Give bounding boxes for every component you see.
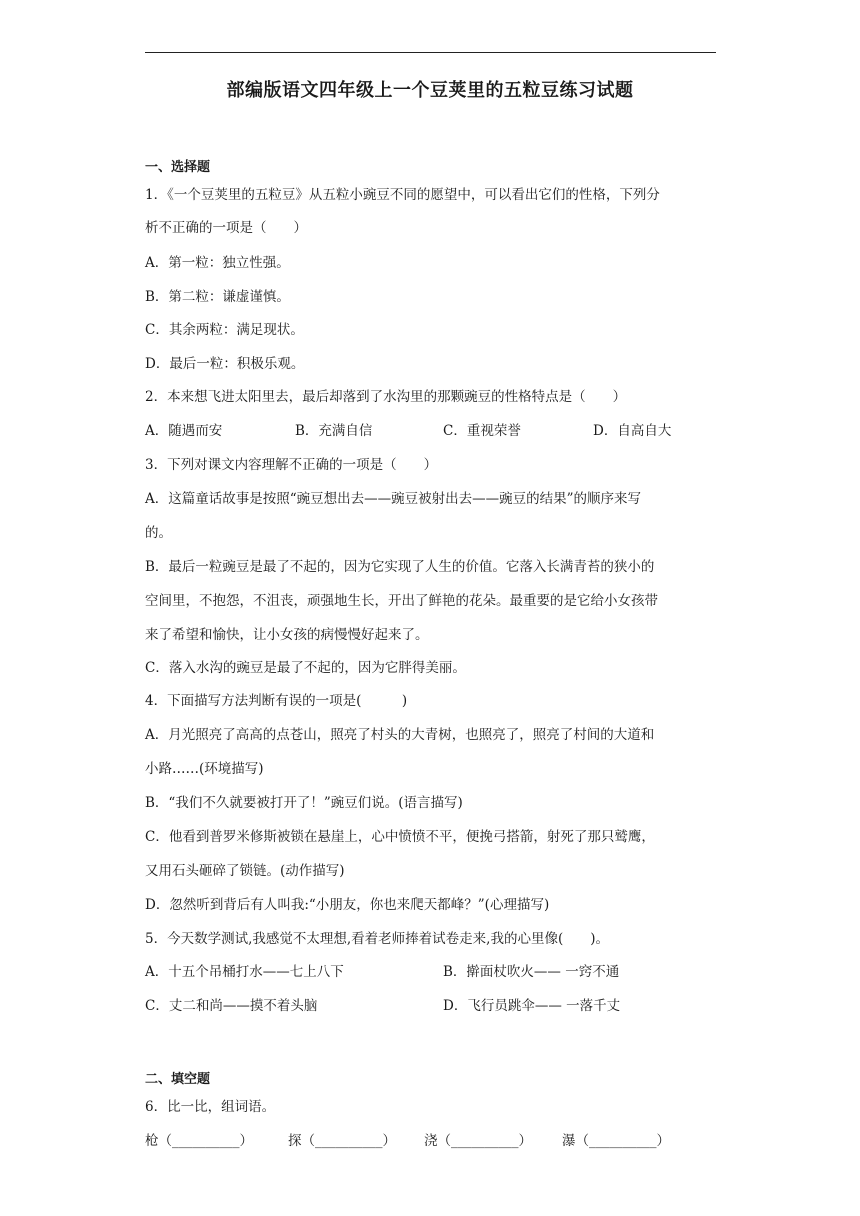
q4-option-d: D．忽然听到背后有人叫我:“小朋友，你也来爬天都峰？”(心理描写) bbox=[145, 897, 550, 913]
q5-options-row1 bbox=[145, 963, 725, 981]
q3-option-a: A．这篇童话故事是按照“豌豆想出去——豌豆被射出去——豌豆的结果”的顺序来写 bbox=[145, 491, 642, 507]
q2-option-a: A．随遇而安 bbox=[145, 423, 223, 439]
q6-blank-2[interactable]: 探（__________） bbox=[288, 1133, 396, 1149]
q4-option-a: A．月光照亮了高高的点苍山，照亮了村头的大青树，也照亮了，照亮了村间的大道和 bbox=[145, 727, 655, 743]
q6-blanks bbox=[145, 1132, 725, 1150]
q5-stem: 5．今天数学测试,我感觉不太理想,看着老师捧着试卷走来,我的心里像( )。 bbox=[145, 931, 609, 947]
q1-option-a: A．第一粒：独立性强。 bbox=[145, 255, 290, 271]
q1-stem-cont: 析不正确的一项是（ ） bbox=[145, 220, 307, 236]
q2-options bbox=[145, 422, 725, 440]
q1-option-b: B．第二粒：谦虚谨慎。 bbox=[145, 289, 290, 305]
q1-option-d: D．最后一粒：积极乐观。 bbox=[145, 356, 305, 372]
q2-option-b: B．充满自信 bbox=[295, 423, 373, 439]
q5-option-d: D．飞行员跳伞—— 一落千丈 bbox=[443, 998, 621, 1014]
q6-blank-4[interactable]: 瀑（__________） bbox=[562, 1133, 670, 1149]
q3-option-b: B．最后一粒豌豆是最了不起的，因为它实现了人生的价值。它落入长满青苔的狭小的 bbox=[145, 559, 655, 575]
q4-option-c: C．他看到普罗米修斯被锁在悬崖上，心中愤愤不平，便挽弓搭箭，射死了那只鹫鹰， bbox=[145, 829, 655, 845]
q6-blank-3[interactable]: 浇（__________） bbox=[424, 1133, 532, 1149]
q2-option-c: C．重视荣誉 bbox=[443, 423, 521, 439]
q1-stem: 1．《一个豆荚里的五粒豆》从五粒小豌豆不同的愿望中，可以看出它们的性格，下列分 bbox=[145, 187, 660, 203]
page-title: 部编版语文四年级上一个豆荚里的五粒豆练习试题 bbox=[226, 80, 634, 101]
q2-stem: 2．本来想飞进太阳里去，最后却落到了水沟里的那颗豌豆的性格特点是（ ） bbox=[145, 389, 627, 405]
q4-option-c-cont: 又用石头砸碎了锁链。(动作描写) bbox=[145, 863, 345, 879]
q6-blank-1[interactable]: 枪（__________） bbox=[145, 1133, 253, 1149]
q3-option-a-cont: 的。 bbox=[145, 525, 172, 541]
q4-stem: 4．下面描写方法判断有误的一项是( ) bbox=[145, 693, 408, 709]
q6-stem: 6．比一比，组词语。 bbox=[145, 1099, 276, 1115]
q4-option-a-cont: 小路……(环境描写) bbox=[145, 761, 264, 777]
section-heading-choice: 一、选择题 bbox=[145, 160, 211, 175]
q3-stem: 3．下列对课文内容理解不正确的一项是（ ） bbox=[145, 457, 438, 473]
q3-option-b-cont: 空间里，不抱怨，不沮丧，顽强地生长，开出了鲜艳的花朵。最重要的是它给小女孩带 bbox=[145, 593, 658, 609]
section-heading-fill: 二、填空题 bbox=[145, 1072, 211, 1087]
q1-option-c: C．其余两粒：满足现状。 bbox=[145, 322, 304, 338]
q5-options-row2 bbox=[145, 997, 725, 1015]
q5-option-b: B．擀面杖吹火—— 一窍不通 bbox=[443, 964, 620, 980]
q4-option-b: B．“我们不久就要被打开了！”豌豆们说。(语言描写) bbox=[145, 795, 463, 811]
q5-option-a: A．十五个吊桶打水——七上八下 bbox=[145, 964, 344, 980]
q5-option-c: C．丈二和尚——摸不着头脑 bbox=[145, 998, 318, 1014]
q2-option-d: D．自高自大 bbox=[593, 423, 672, 439]
header-rule bbox=[145, 52, 716, 53]
q3-option-b-cont2: 来了希望和愉快，让小女孩的病慢慢好起来了。 bbox=[145, 627, 429, 643]
q3-option-c: C．落入水沟的豌豆是最了不起的，因为它胖得美丽。 bbox=[145, 660, 466, 676]
